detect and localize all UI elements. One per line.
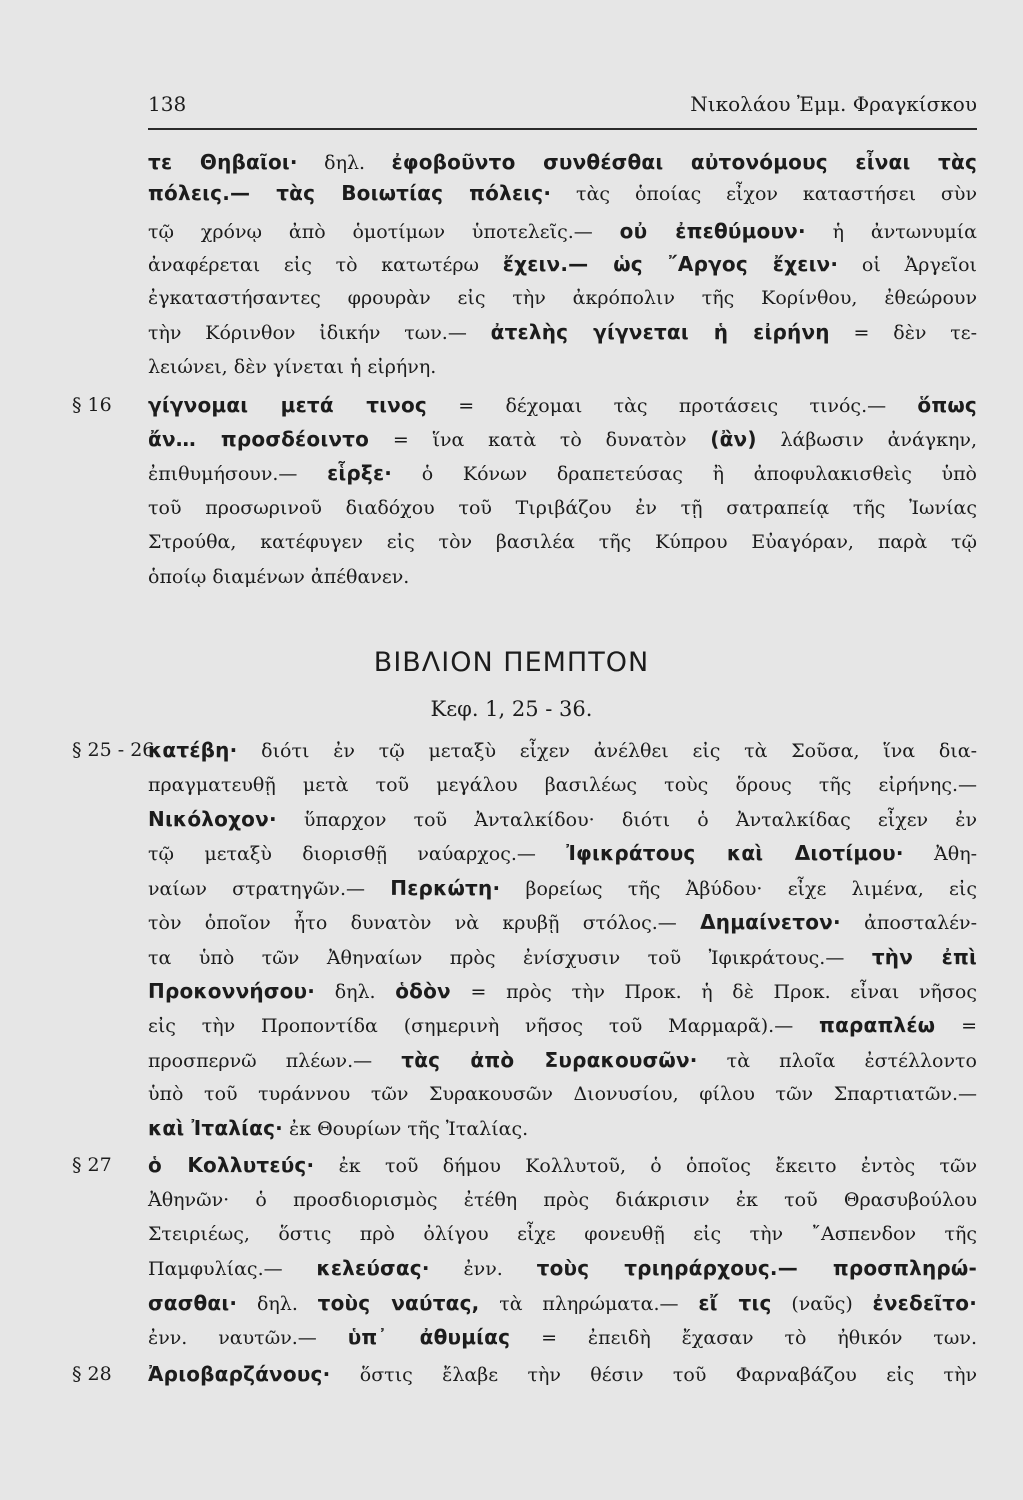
text-line: Νικόλοχον· ὕπαρχον τοῦ Ἀνταλκίδου· διότι ὁ Ἀνταλκίδας εἶχεν ἐν: [148, 807, 977, 831]
text-line: ὁποίῳ διαμένων ἀπέθανεν.: [148, 566, 410, 588]
text-line: τὸν ὁποῖον ἦτο δυνατὸν νὰ κρυβῇ στόλος.— Δημαίνετον· ἀποσταλέν-: [148, 910, 977, 934]
text-line: τε Θηβαῖοι· δηλ. ἐφοβοῦντο συνθέσθαι αὐτονόμους εἶναι τὰς: [148, 150, 978, 174]
text-line: τῷ μεταξὺ διορισθῇ ναύαρχος.— Ἰφικράτους καὶ Διοτίμου· Ἀθη-: [148, 841, 977, 865]
text-line: ἐνν. ναυτῶν.— ὑπ᾽ ἀθυμίας = ἐπειδὴ ἔχασαν τὸ ἠθικόν των.: [148, 1325, 977, 1349]
chapter-reference: Κεφ. 1, 25 - 36.: [430, 697, 593, 721]
text-line: λειώνει, δὲν γίνεται ἡ εἰρήνη.: [148, 356, 437, 378]
text-line: ὁ Κολλυτεύς· ἐκ τοῦ δήμου Κολλυτοῦ, ὁ ὁποῖος ἔκειτο ἐντὸς τῶν: [148, 1153, 978, 1177]
text-line: ὑπὸ τοῦ τυράννου τῶν Συρακουσῶν Διονυσίου, φίλου τῶν Σπαρτιατῶν.—: [148, 1083, 977, 1105]
text-line: πόλεις.— τὰς Βοιωτίας πόλεις· τὰς ὁποίας εἶχον καταστήσει σὺν: [148, 181, 977, 205]
running-head: Νικολάου Ἐμμ. Φραγκίσκου: [690, 92, 977, 116]
text-line: Στειριέως, ὅστις πρὸ ὀλίγου εἶχε φονευθῇ εἰς τὴν ῎Ασπενδον τῆς: [148, 1223, 977, 1245]
section-number: § 27: [72, 1154, 112, 1176]
section-number: § 25 - 26: [72, 739, 155, 761]
text-line: Στρούθα, κατέφυγεν εἰς τὸν βασιλέα τῆς Κύπρου Εὐαγόραν, παρὰ τῷ: [148, 531, 977, 553]
text-line: ἐπιθυμήσουν.— εἷρξε· ὁ Κόνων δραπετεύσας ἢ ἀποφυλακισθεὶς ὑπὸ: [148, 461, 977, 485]
book-title: ΒΙΒΛΙΟΝ ΠΕΜΠΤΟΝ: [373, 647, 650, 678]
text-line: Προκοννήσου· δηλ. ὁδὸν = πρὸς τὴν Προκ. ἡ δὲ Προκ. εἶναι νῆσος: [148, 979, 977, 1003]
text-line: ἐγκαταστήσαντες φρουρὰν εἰς τὴν ἀκρόπολιν τῆς Κορίνθου, ἐθεώρουν: [148, 287, 977, 309]
text-line: πραγματευθῇ μετὰ τοῦ μεγάλου βασιλέως τοὺς ὅρους τῆς εἰρήνης.—: [148, 774, 977, 796]
section-number: § 28: [72, 1363, 112, 1385]
text-line: τοῦ προσωρινοῦ διαδόχου τοῦ Τιριβάζου ἐν τῇ σατραπείᾳ τῆς Ἰωνίας: [148, 497, 977, 519]
text-line: γίγνομαι μετά τινος = δέχομαι τὰς προτάσεις τινός.— ὅπως: [148, 393, 977, 417]
text-line: ἄν… προσδέοιντο = ἵνα κατὰ τὸ δυνατὸν (ἂν) λάβωσιν ἀνάγκην,: [148, 427, 978, 451]
text-line: εἰς τὴν Προποντίδα (σημερινὴ νῆσος τοῦ Μαρμαρᾶ).— παραπλέω =: [148, 1013, 977, 1037]
page-header: [148, 88, 977, 130]
text-line: Ἀριοβαρζάνους· ὅστις ἔλαβε τὴν θέσιν τοῦ Φαρναβάζου εἰς τὴν: [148, 1362, 977, 1386]
text-line: σασθαι· δηλ. τοὺς ναύτας, τὰ πληρώματα.— εἴ τις (ναῦς) ἐνεδεῖτο·: [148, 1291, 977, 1315]
text-line: τα ὑπὸ τῶν Ἀθηναίων πρὸς ἐνίσχυσιν τοῦ Ἰφικράτους.— τὴν ἐπὶ: [148, 945, 977, 969]
text-line: τῷ χρόνῳ ἀπὸ ὁμοτίμων ὑποτελεῖς.— οὐ ἐπεθύμουν· ἡ ἀντωνυμία: [148, 219, 978, 243]
page-number: 138: [148, 92, 187, 116]
text-line: κατέβη· διότι ἐν τῷ μεταξὺ εἶχεν ἀνέλθει εἰς τὰ Σοῦσα, ἵνα δια-: [148, 738, 977, 762]
text-line: καὶ Ἰταλίας· ἐκ Θουρίων τῆς Ἰταλίας.: [148, 1116, 529, 1140]
text-line: Παμφυλίας.— κελεύσας· ἐνν. τοὺς τριηράρχους.— προσπληρώ-: [148, 1256, 977, 1280]
section-number: § 16: [72, 394, 112, 416]
text-line: ἀναφέρεται εἰς τὸ κατωτέρω ἔχειν.— ὡς ῎Αργος ἔχειν· οἱ Ἀργεῖοι: [148, 252, 977, 276]
text-line: Ἀθηνῶν· ὁ προσδιορισμὸς ἐτέθη πρὸς διάκρισιν ἐκ τοῦ Θρασυβούλου: [148, 1189, 977, 1211]
text-line: ναίων στρατηγῶν.— Περκώτη· βορείως τῆς Ἀβύδου· εἶχε λιμένα, εἰς: [148, 876, 977, 900]
text-line: τὴν Κόρινθον ἰδικήν των.— ἀτελὴς γίγνεται ἡ εἰρήνη = δὲν τε-: [148, 320, 978, 344]
text-line: προσπερνῶ πλέων.— τὰς ἀπὸ Συρακουσῶν· τὰ πλοῖα ἐστέλλοντο: [148, 1048, 977, 1072]
